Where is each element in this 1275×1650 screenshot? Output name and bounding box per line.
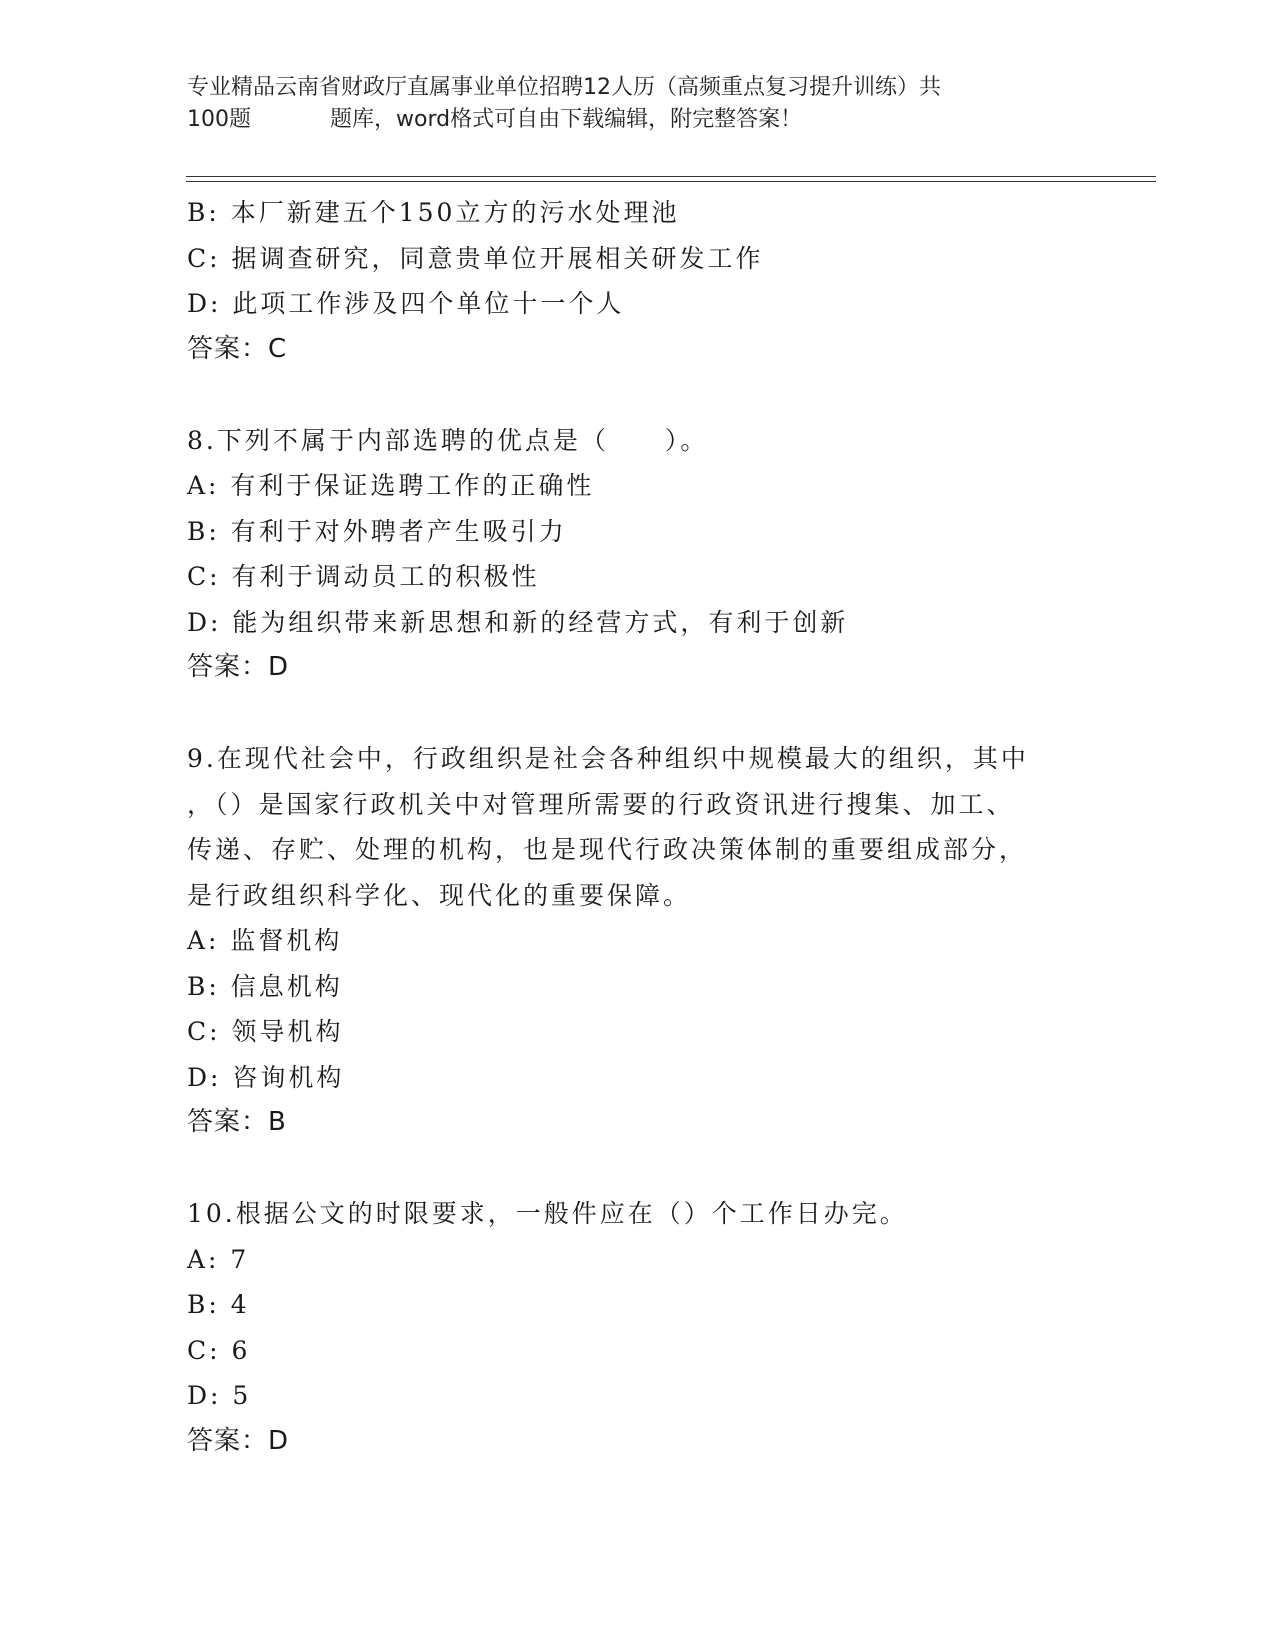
question-stem: 10.根据公文的时限要求，一般件应在（）个工作日办完。 bbox=[187, 1199, 908, 1228]
header-divider-top bbox=[186, 176, 1156, 177]
option-b: B: 本厂新建五个150立方的污水处理池 bbox=[187, 198, 680, 227]
spacer bbox=[187, 1146, 1087, 1192]
question-7-tail bbox=[187, 190, 1087, 372]
option-b: B: 信息机构 bbox=[187, 971, 343, 1001]
option-c: C: 据调查研究，同意贵单位开展相关研发工作 bbox=[187, 243, 764, 273]
header-title-line2 bbox=[187, 104, 1067, 136]
question-8 bbox=[187, 418, 1087, 691]
question-stem-line: 9.在现代社会中，行政组织是社会各种组织中规模最大的组织，其中 bbox=[187, 744, 1029, 773]
spacer bbox=[187, 372, 1087, 418]
question-10 bbox=[187, 1191, 1087, 1464]
option-c: C: 领导机构 bbox=[187, 1017, 344, 1046]
question-stem: 8.下列不属于内部选聘的优点是（ ）。 bbox=[187, 425, 709, 455]
option-c: C: 有利于调动员工的积极性 bbox=[187, 562, 540, 591]
header-question-count: 100题 bbox=[187, 107, 251, 132]
option-a: A: 监督机构 bbox=[187, 926, 343, 955]
document-header bbox=[187, 72, 1067, 136]
answer-line: 答案：C bbox=[187, 333, 288, 364]
question-stem-line: ，（）是国家行政机关中对管理所需要的行政资讯进行搜集、加工、 bbox=[187, 789, 1015, 819]
option-b: B: 有利于对外聘者产生吸引力 bbox=[187, 516, 567, 546]
option-d: D: 能为组织带来新思想和新的经营方式，有利于创新 bbox=[187, 607, 849, 637]
question-content bbox=[187, 190, 1087, 1464]
question-stem-line: 是行政组织科学化、现代化的重要保障。 bbox=[187, 880, 692, 910]
option-c: C: 6 bbox=[187, 1335, 251, 1365]
option-d: D: 此项工作涉及四个单位十一个人 bbox=[187, 289, 625, 318]
question-9 bbox=[187, 736, 1087, 1146]
option-b: B: 4 bbox=[187, 1290, 250, 1319]
spacer bbox=[187, 691, 1087, 737]
answer-line: 答案：D bbox=[187, 1425, 290, 1456]
question-stem-line: 传递、存贮、处理的机构，也是现代行政决策体制的重要组成部分， bbox=[187, 835, 1028, 864]
answer-line: 答案：B bbox=[187, 1107, 287, 1137]
option-d: D: 咨询机构 bbox=[187, 1062, 345, 1092]
option-a: A: 7 bbox=[187, 1244, 250, 1274]
header-divider-bottom bbox=[186, 181, 1156, 182]
option-d: D: 5 bbox=[187, 1381, 252, 1410]
answer-line: 答案：D bbox=[187, 652, 290, 682]
option-a: A: 有利于保证选聘工作的正确性 bbox=[187, 471, 595, 500]
header-description: 题库，word格式可自由下载编辑，附完整答案！ bbox=[330, 107, 803, 132]
header-title-line1: 专业精品云南省财政厅直属事业单位招聘12人历（高频重点复习提升训练）共 bbox=[187, 75, 941, 100]
